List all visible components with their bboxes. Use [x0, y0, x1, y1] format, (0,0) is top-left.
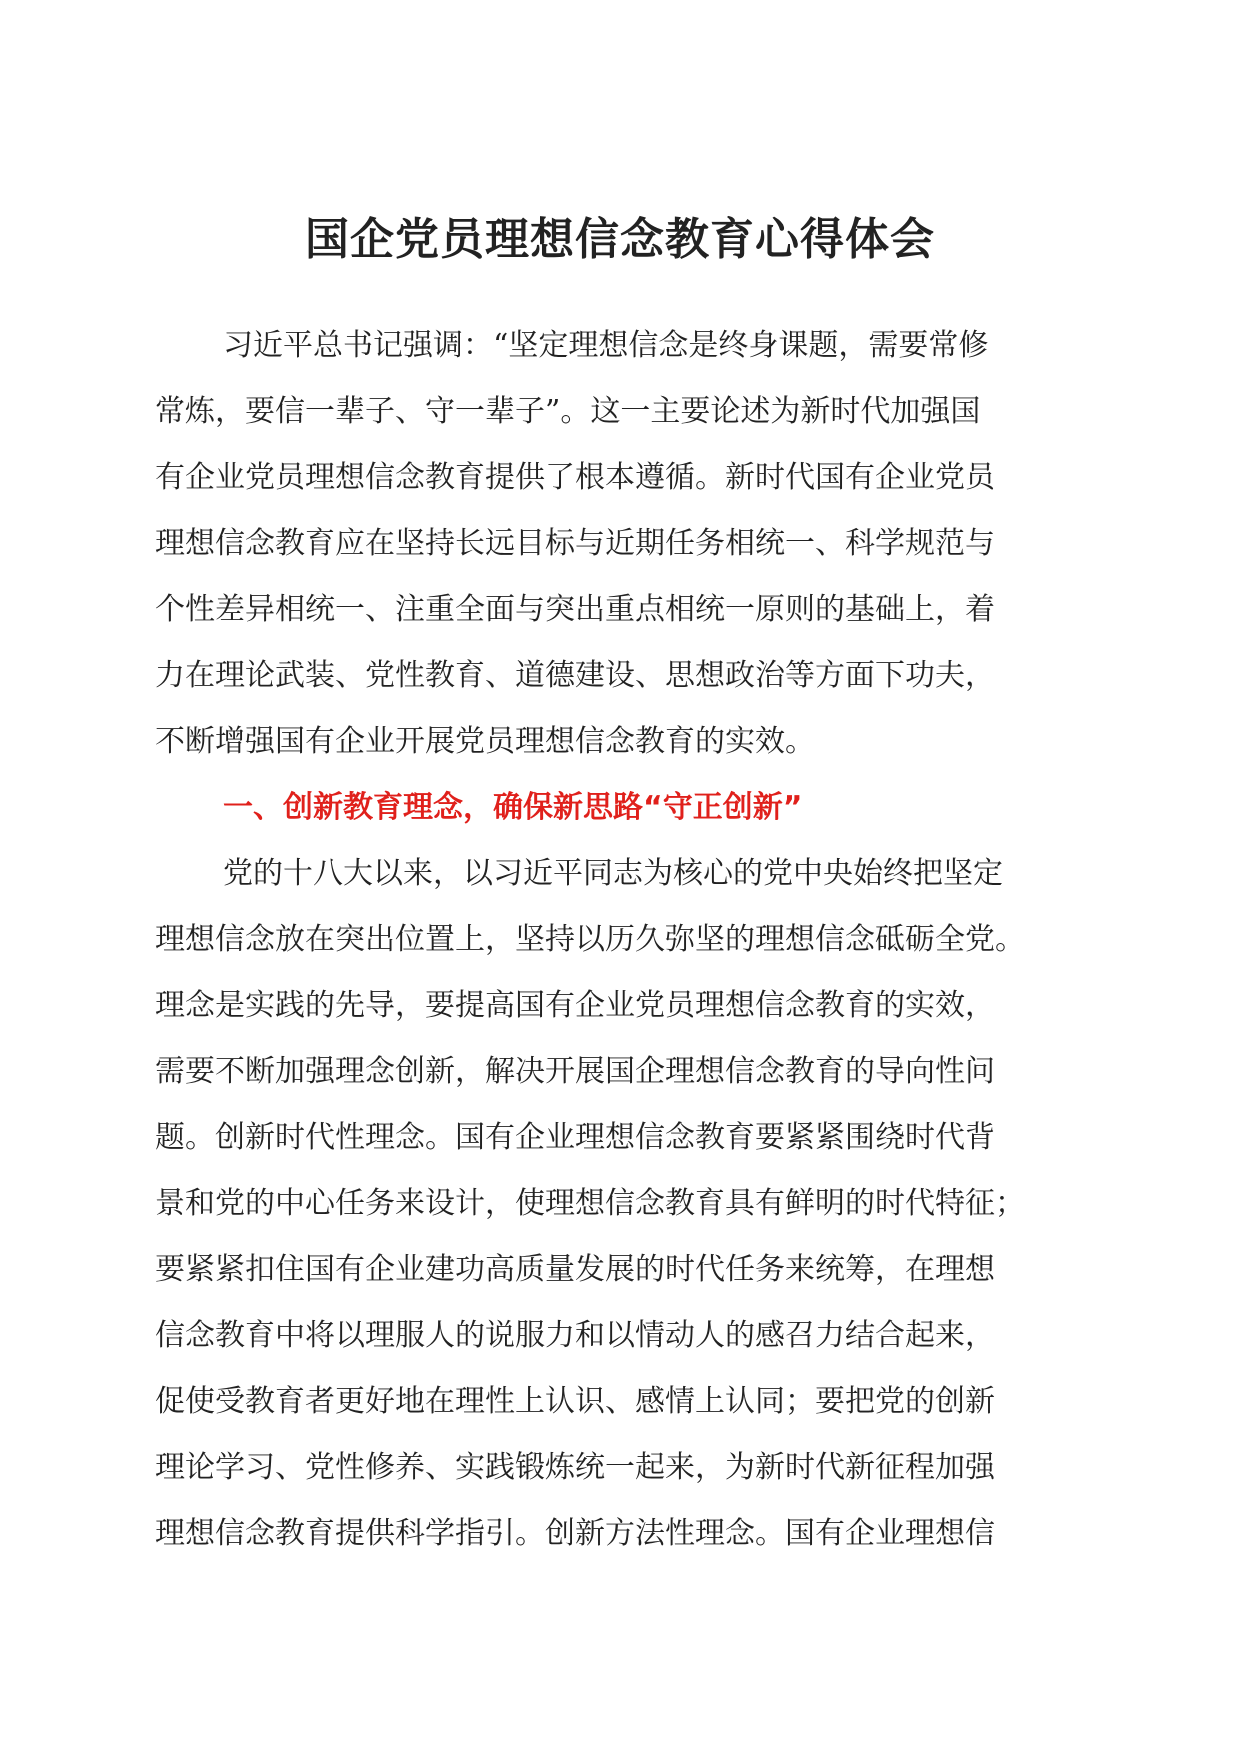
paragraph-line: 景和党的中心任务来设计，使理想信念教育具有鲜明的时代特征；: [155, 1186, 1025, 1221]
paragraph-line: 个性差异相统一、注重全面与突出重点相统一原则的基础上，着: [155, 592, 995, 627]
paragraph-line: 不断增强国有企业开展党员理想信念教育的实效。: [155, 724, 815, 759]
paragraph-line: 理念是实践的先导，要提高国有企业党员理想信念教育的实效，: [155, 988, 995, 1023]
paragraph-line: 要紧紧扣住国有企业建功高质量发展的时代任务来统筹，在理想: [155, 1252, 995, 1287]
paragraph-line: 力在理论武装、党性教育、道德建设、思想政治等方面下功夫，: [155, 658, 995, 693]
paragraph-line: 习近平总书记强调：“坚定理想信念是终身课题，需要常修: [223, 328, 989, 363]
paragraph-line: 理论学习、党性修养、实践锻炼统一起来，为新时代新征程加强: [155, 1450, 995, 1485]
paragraph-line: 促使受教育者更好地在理性上认识、感情上认同；要把党的创新: [155, 1384, 995, 1419]
paragraph-line: 有企业党员理想信念教育提供了根本遵循。新时代国有企业党员: [155, 460, 995, 495]
section-heading: 一、创新教育理念，确保新思路“守正创新”: [223, 790, 803, 825]
section-paragraph: [155, 841, 1085, 1567]
paragraph-line: 题。创新时代性理念。国有企业理想信念教育要紧紧围绕时代背: [155, 1120, 995, 1155]
intro-paragraph: [155, 313, 1085, 775]
paragraph-line: 信念教育中将以理服人的说服力和以情动人的感召力结合起来，: [155, 1318, 995, 1353]
document-title: 国企党员理想信念教育心得体会: [305, 214, 935, 265]
paragraph-line: 理想信念放在突出位置上，坚持以历久弥坚的理想信念砥砺全党。: [155, 922, 1025, 957]
paragraph-line: 理想信念教育应在坚持长远目标与近期任务相统一、科学规范与: [155, 526, 995, 561]
section-heading-container: [155, 775, 1085, 841]
paragraph-line: 需要不断加强理念创新，解决开展国企理想信念教育的导向性问: [155, 1054, 995, 1089]
paragraph-line: 常炼，要信一辈子、守一辈子”。这一主要论述为新时代加强国: [155, 394, 981, 429]
paragraph-line: 党的十八大以来，以习近平同志为核心的党中央始终把坚定: [223, 856, 1003, 891]
paragraph-line: 理想信念教育提供科学指引。创新方法性理念。国有企业理想信: [155, 1516, 995, 1551]
